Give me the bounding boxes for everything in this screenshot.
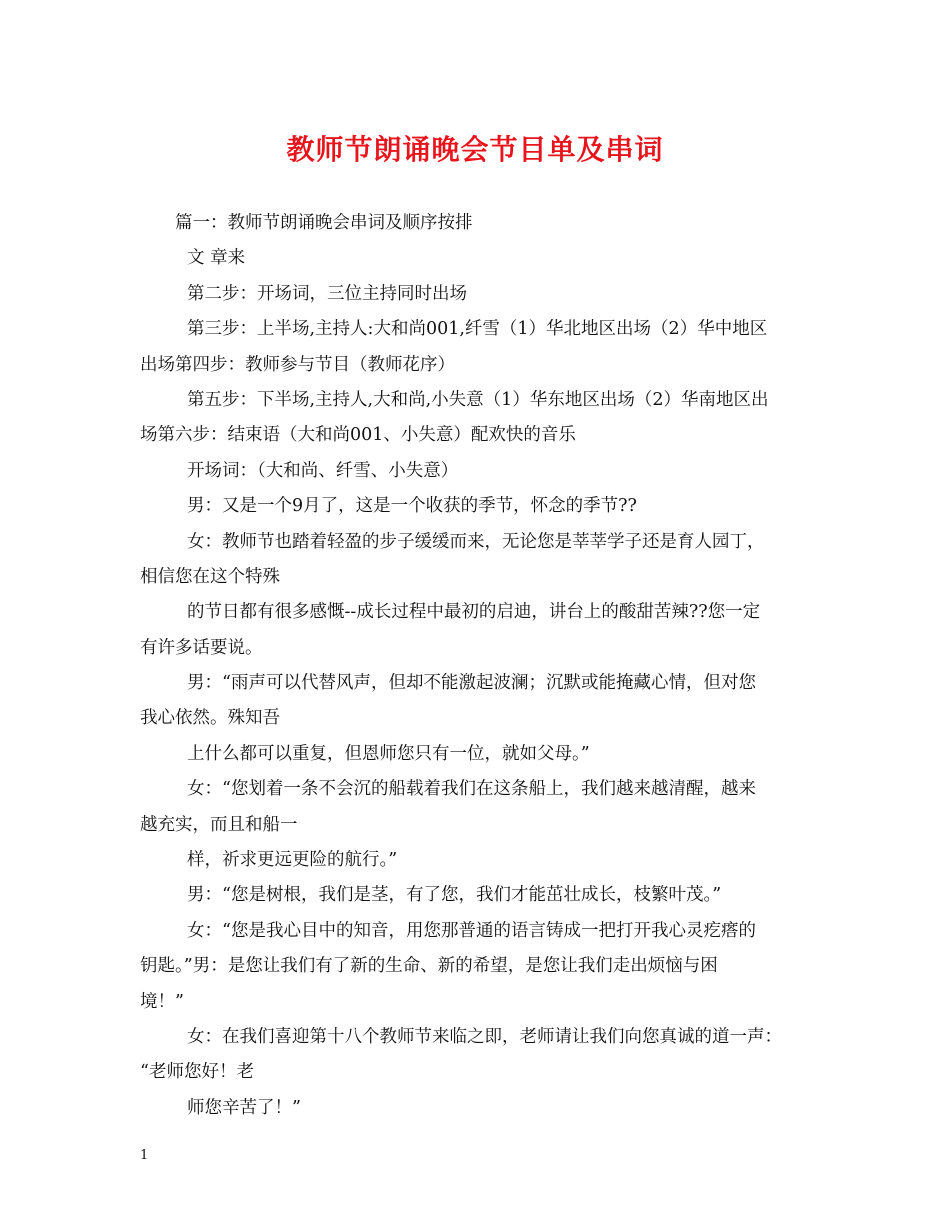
text-line: 男：又是一个9月了，这是一个收获的季节，怀念的季节?? — [187, 496, 637, 517]
text-line: 女：在我们喜迎第十八个教师节来临之即，老师请让我们向您真诚的道一声： — [187, 1026, 782, 1047]
text-line: 男：“您是树根，我们是茎，有了您，我们才能茁壮成长，枝繁叶茂。” — [187, 885, 722, 906]
document-body — [140, 206, 820, 1126]
text-line: 文 章来 — [187, 248, 246, 269]
text-line: 出场第四步：教师参与节目（教师花序） — [140, 354, 455, 375]
text-line: 境！” — [140, 991, 184, 1012]
text-line: 场第六步：结束语（大和尚001、小失意）配欢快的音乐 — [140, 425, 576, 446]
text-line: 越充实，而且和船一 — [140, 814, 298, 835]
text-line: 女：“您是我心目中的知音，用您那普通的语言铸成一把打开我心灵疙瘩的 — [187, 920, 756, 941]
text-line: “老师您好！老 — [140, 1062, 254, 1083]
page-number: 1 — [140, 1148, 149, 1163]
text-line: 师您辛苦了！” — [187, 1097, 301, 1118]
text-line: 篇一：教师节朗诵晚会串词及顺序按排 — [175, 213, 473, 233]
text-line: 女：“您划着一条不会沉的船载着我们在这条船上，我们越来越清醒，越来 — [187, 779, 756, 800]
text-line: 第五步：下半场,主持人,大和尚,小失意（1）华东地区出场（2）华南地区出 — [187, 389, 769, 410]
text-line: 相信您在这个特殊 — [140, 566, 280, 587]
text-line: 我心依然。殊知吾 — [140, 708, 280, 729]
text-line: 女：教师节也踏着轻盈的步子缓缓而来，无论您是莘莘学子还是育人园丁， — [187, 531, 765, 552]
text-line: 第三步：上半场,主持人:大和尚001,纤雪（1）华北地区出场（2）华中地区 — [187, 319, 768, 340]
text-line: 第二步：开场词，三位主持同时出场 — [187, 283, 467, 304]
text-line: 的节日都有很多感慨--成长过程中最初的启迪，讲台上的酸甜苦辣??您一定 — [187, 602, 761, 623]
text-line: 男：“雨声可以代替风声，但却不能激起波澜；沉默或能掩藏心情，但对您 — [187, 673, 756, 694]
text-line: 样，祈求更远更险的航行。” — [187, 850, 398, 871]
text-line: 开场词：（大和尚、纤雪、小失意） — [187, 460, 459, 481]
text-line: 有许多话要说。 — [140, 637, 263, 658]
text-line: 上什么都可以重复，但恩师您只有一位，就如父母。” — [187, 743, 590, 764]
document-title: 教师节朗诵晚会节目单及串词 — [286, 133, 664, 166]
text-line: 钥匙。”男：是您让我们有了新的生命、新的希望，是您让我们走出烦恼与困 — [140, 956, 718, 977]
